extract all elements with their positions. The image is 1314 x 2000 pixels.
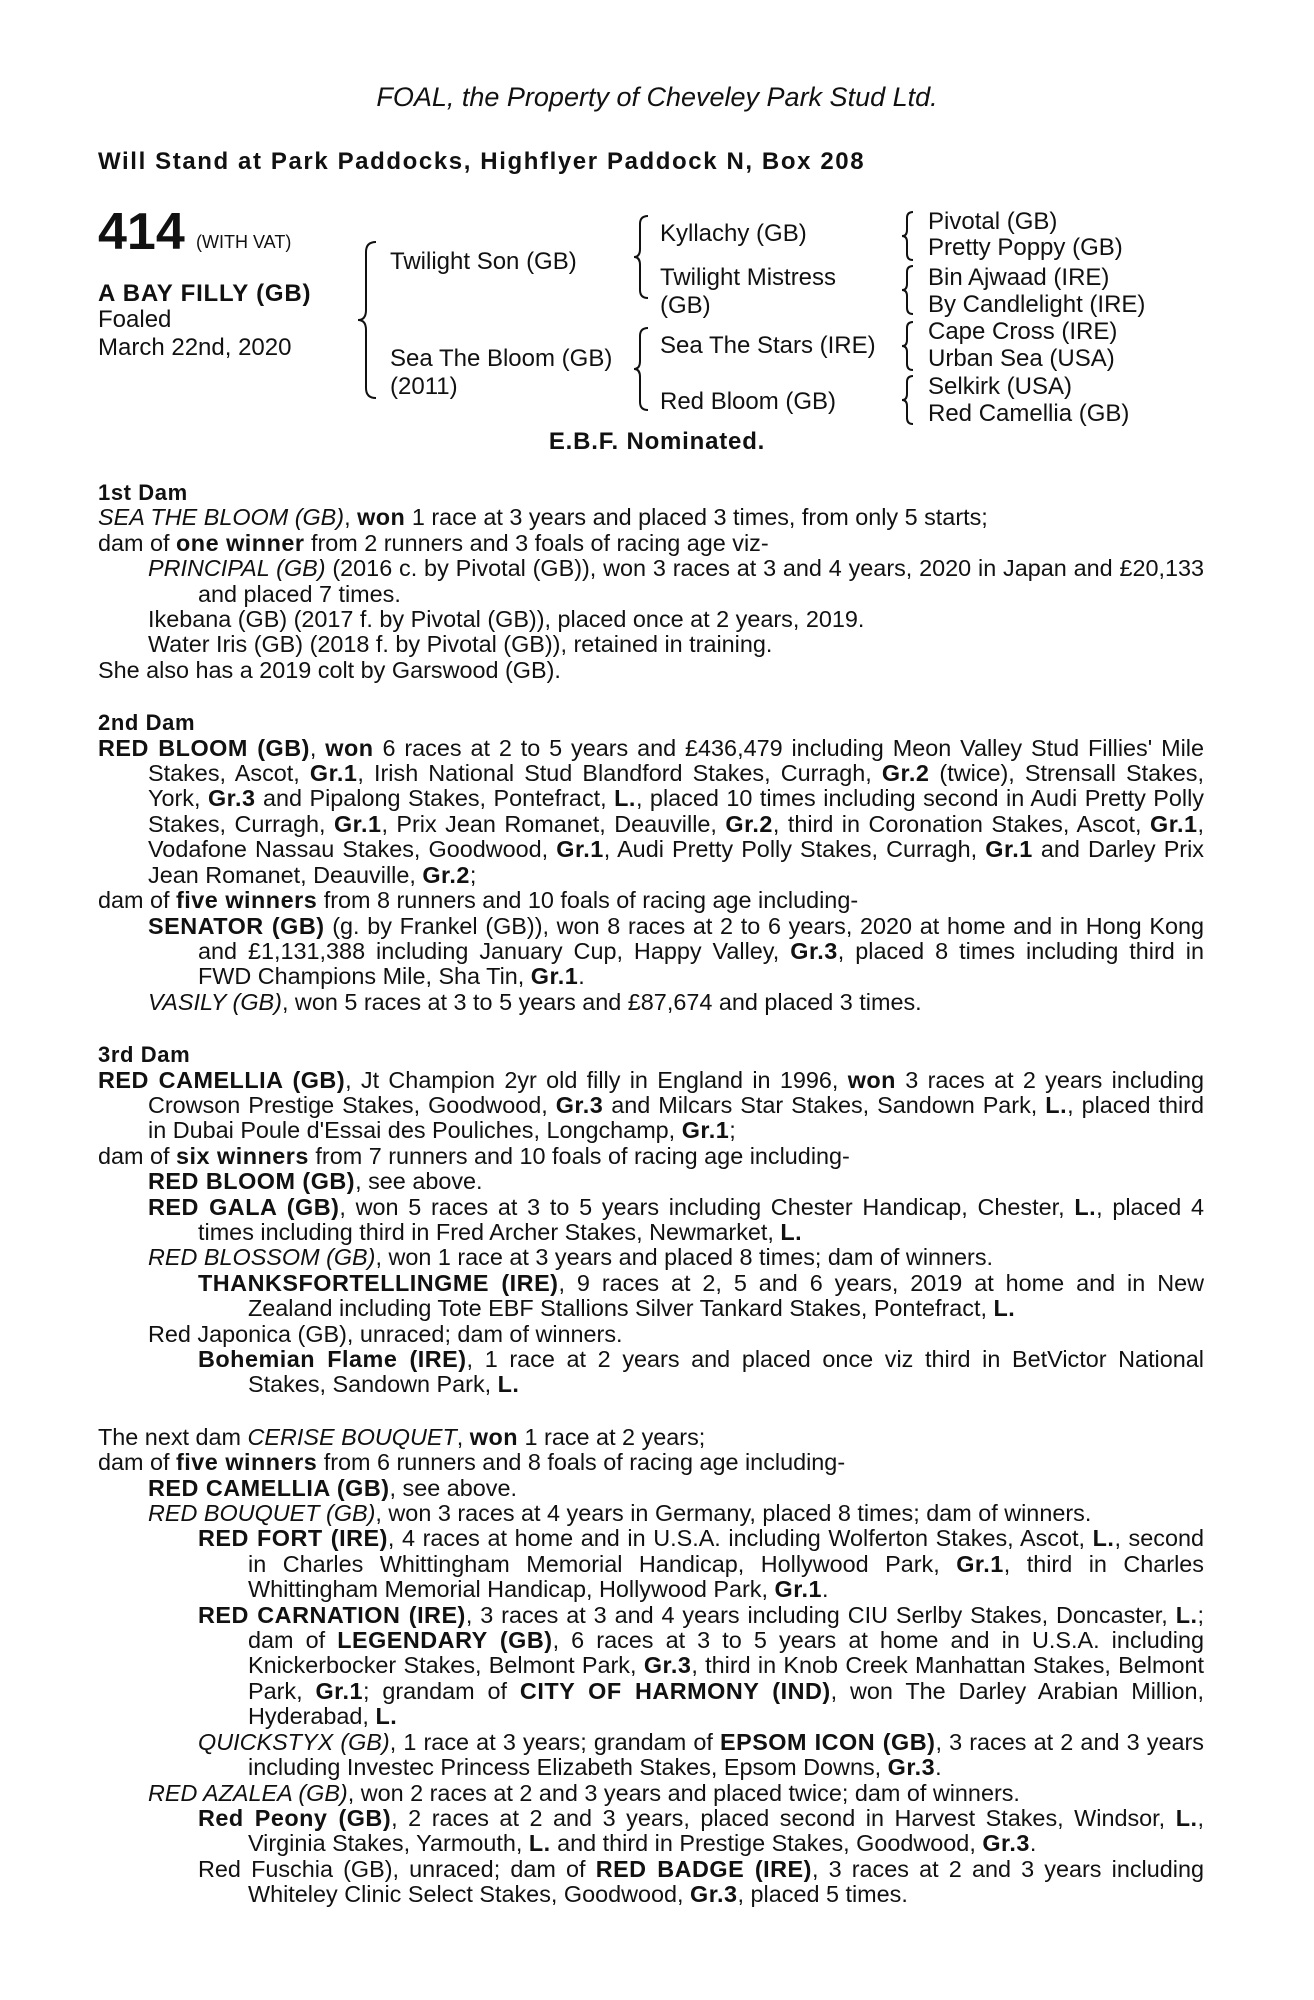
- text: ;: [729, 1117, 736, 1144]
- text: , won The Darley Arabian Million, Hyderabad,: [248, 1677, 1204, 1730]
- produce-entry: [98, 1526, 1204, 1602]
- grade: L.: [614, 785, 636, 812]
- produce-entry: [98, 1857, 1204, 1908]
- bold-text: one winner: [176, 529, 305, 556]
- grade: L.: [1175, 1804, 1198, 1831]
- pedigree-brace-sire: [632, 214, 652, 300]
- bold-text: won: [847, 1066, 896, 1093]
- produce-entry: [98, 1730, 1204, 1781]
- pedigree-brace-sd: [900, 264, 916, 316]
- bold-text: won: [325, 734, 374, 761]
- pedigree-sire-dam: [660, 264, 836, 320]
- consignor-title: FOAL, the Property of Cheveley Park Stud Ltd.: [376, 82, 938, 112]
- produce-note: She also has a 2019 colt by Garswood (GB).: [98, 656, 561, 683]
- grade: L.: [1045, 1091, 1068, 1118]
- grade: Gr.1: [309, 760, 358, 787]
- text: , placed 4 times including third in Fred Archer Stakes, Newmarket,: [198, 1193, 1205, 1245]
- bold-text: five winners: [176, 1449, 318, 1476]
- text: , won 2 races at 2 and 3 years and placed twice; dam of winners.: [347, 1779, 1020, 1806]
- next-dam-produce: [98, 1450, 1204, 1475]
- grade: Gr.3: [690, 1881, 738, 1908]
- text: , 4 races at home and in U.S.A. including Wolferton Stakes, Ascot,: [387, 1525, 1093, 1552]
- text: .: [822, 1576, 829, 1603]
- pedigree-dam-name: Sea The Bloom (GB): [390, 345, 613, 372]
- text: , 9 races at 2, 5 and 6 years, 2019 at home and in New Zealand including Tote EBF Stallions Silver Tankard Stakes, Pontefract,: [248, 1269, 1204, 1322]
- bold-text: won: [357, 504, 406, 531]
- bold-text: five winners: [176, 887, 318, 914]
- section-first-dam: 1st Dam: [98, 480, 188, 505]
- text: , placed 8 times including third in FWD Champions Mile, Sha Tin,: [198, 937, 1204, 990]
- grade: Gr.1: [315, 1677, 363, 1704]
- pedigree-gen3-8: Red Camellia (GB): [928, 400, 1130, 427]
- first-dam-line: [98, 505, 1204, 530]
- text: , placed third in Dubai Poule d'Essai des Pouliches, Longchamp,: [148, 1091, 1204, 1144]
- grade: Gr.1: [681, 1117, 730, 1144]
- pedigree-gen3-2: Pretty Poppy (GB): [928, 234, 1123, 261]
- text: and Pipalong Stakes, Pontefract,: [255, 785, 615, 812]
- grade: L.: [1092, 1525, 1115, 1552]
- horse-name-bold: SENATOR (GB): [148, 912, 325, 939]
- produce-entry: [98, 1501, 1204, 1526]
- text: ,: [309, 734, 326, 761]
- grade: Gr.1: [956, 1550, 1004, 1577]
- text: , won 3 races at 4 years in Germany, placed 8 times; dam of winners.: [375, 1500, 1092, 1527]
- pedigree-sire-sire: Kyllachy (GB): [660, 220, 807, 247]
- dam-name: CERISE BOUQUET: [247, 1423, 457, 1450]
- text: 3 races at 2 years including Crowson Prestige Stakes, Goodwood,: [148, 1066, 1205, 1118]
- pedigree-dam-sire: Sea The Stars (IRE): [660, 332, 876, 359]
- text: , won 5 races at 3 to 5 years including Chester Handicap, Chester,: [339, 1193, 1075, 1220]
- text: dam of: [98, 529, 177, 556]
- pedigree-gen3-3: Bin Ajwaad (IRE): [928, 264, 1110, 291]
- grade: Gr.2: [725, 810, 773, 837]
- grade: Gr.3: [887, 1754, 936, 1781]
- text: and Milcars Star Stakes, Sandown Park,: [603, 1091, 1046, 1118]
- grade: L.: [375, 1703, 398, 1730]
- horse-name-italic: PRINCIPAL (GB): [148, 555, 326, 582]
- text: 1 race at 3 years and placed 3 times, from only 5 starts;: [405, 504, 988, 531]
- grade: Gr.1: [1150, 810, 1198, 837]
- produce-entry: [98, 556, 1204, 607]
- vat-note: (WITH VAT): [196, 232, 292, 252]
- text: ;: [469, 861, 477, 888]
- horse-name-bold: RED CAMELLIA (GB): [148, 1474, 390, 1501]
- pedigree-brace-dam: [632, 326, 652, 412]
- grade: Gr.1: [333, 810, 382, 837]
- grade: Gr.3: [790, 937, 838, 964]
- pedigree-dam: [390, 345, 612, 401]
- horse-name-bold: EPSOM ICON (GB): [720, 1728, 936, 1755]
- produce-entry: [98, 1347, 1204, 1398]
- text: 1 race at 2 years;: [518, 1423, 706, 1450]
- grade: L.: [528, 1830, 551, 1857]
- pedigree-gen3-7: Selkirk (USA): [928, 373, 1073, 400]
- pedigree-brace-ss: [900, 210, 916, 262]
- text: , third in Charles Whittingham Memorial Handicap, Hollywood Park,: [248, 1550, 1204, 1603]
- lot-number: 414: [98, 203, 185, 261]
- bold-text: won: [469, 1423, 519, 1450]
- produce-entry: [98, 1603, 1204, 1730]
- text: ; dam of: [248, 1601, 1204, 1654]
- text: .: [578, 963, 585, 990]
- text: from 8 runners and 10 foals of racing age including-: [317, 887, 859, 914]
- text: , Vodafone Nassau Stakes, Goodwood,: [148, 810, 1205, 863]
- produce-entry: Water Iris (GB) (2018 f. by Pivotal (GB)), retained in training.: [148, 631, 773, 658]
- grade: Gr.1: [556, 836, 604, 863]
- dam-name: SEA THE BLOOM (GB): [98, 504, 345, 531]
- third-dam-record: [98, 1068, 1204, 1144]
- text: The next dam: [98, 1423, 248, 1450]
- produce-entry: [98, 1781, 1204, 1806]
- text: and third in Prestige Stakes, Goodwood,: [550, 1830, 983, 1857]
- text: ,: [456, 1423, 470, 1450]
- text: ,: [344, 504, 358, 531]
- text: , Jt Champion 2yr old filly in England in 1996,: [345, 1066, 848, 1093]
- next-dam-line: [98, 1425, 1204, 1450]
- produce-entry: [98, 914, 1204, 990]
- text: dam of: [98, 1142, 177, 1169]
- text: from 2 runners and 3 foals of racing age viz-: [304, 529, 769, 556]
- first-dam-produce: [98, 531, 1204, 556]
- grade: Gr.3: [207, 785, 256, 812]
- grade: L.: [993, 1295, 1016, 1322]
- text: , 1 race at 3 years; grandam of: [389, 1728, 720, 1755]
- produce-entry: Red Japonica (GB), unraced; dam of winners.: [148, 1320, 623, 1347]
- horse-name-italic: RED BLOSSOM (GB): [148, 1244, 376, 1271]
- grade: Gr.3: [643, 1652, 692, 1679]
- produce-entry: [98, 1245, 1204, 1270]
- horse-name-bold: CITY OF HARMONY (IND): [519, 1677, 831, 1704]
- spacer: [98, 683, 1204, 710]
- text: , Audi Pretty Polly Stakes, Curragh,: [603, 836, 986, 863]
- horse-name-bold: RED CARNATION (IRE): [198, 1601, 466, 1628]
- text: (g. by Frankel (GB)), won 8 races at 2 to 6 years, 2020 at home and in Hong Kong and £1,131,388 including January Cup, Happy Valley,: [198, 912, 1204, 964]
- text: ; grandam of: [362, 1677, 520, 1704]
- text: , 3 races at 2 and 3 years including Whiteley Clinic Select Stakes, Goodwood,: [248, 1855, 1204, 1908]
- text: , placed 10 times including second in Audi Pretty Polly Stakes, Curragh,: [148, 785, 1204, 837]
- second-dam-record: [98, 736, 1204, 888]
- text: , 1 race at 2 years and placed once viz third in BetVictor National Stakes, Sandown Park,: [248, 1346, 1204, 1398]
- text: , 3 races at 3 and 4 years including CIU Serlby Stakes, Doncaster,: [465, 1601, 1176, 1628]
- pedigree-sire-dam-line2: (GB): [660, 292, 711, 319]
- spacer: [98, 1015, 1204, 1042]
- pedigree-dam-dam: Red Bloom (GB): [660, 388, 837, 415]
- grade: L.: [780, 1218, 803, 1245]
- pedigree-sire-dam-line1: Twilight Mistress: [660, 264, 837, 291]
- grade: Gr.3: [555, 1091, 604, 1118]
- grade: L.: [1175, 1601, 1198, 1628]
- pedigree-gen3-5: Cape Cross (IRE): [928, 318, 1118, 345]
- pedigree-brace-main: [356, 240, 380, 400]
- produce-entry: Ikebana (GB) (2017 f. by Pivotal (GB)), placed once at 2 years, 2019.: [148, 606, 865, 633]
- bold-text: six winners: [176, 1142, 309, 1169]
- produce-entry: [98, 1476, 1204, 1501]
- produce-record: [98, 480, 1204, 1908]
- text: , third in Knob Creek Manhattan Stakes, Belmont Park,: [248, 1652, 1204, 1704]
- text: , see above.: [389, 1474, 517, 1501]
- text: , see above.: [355, 1168, 483, 1195]
- text: 6 races at 2 to 5 years and £436,479 including Meon Valley Stud Fillies' Mile Stakes, Ascot,: [148, 734, 1204, 787]
- horse-name-bold: RED BADGE (IRE): [595, 1855, 812, 1882]
- text: , second in Charles Whittingham Memorial Handicap, Hollywood Park,: [248, 1525, 1204, 1577]
- horse-name-italic: VASILY (GB): [148, 988, 282, 1015]
- section-second-dam: 2nd Dam: [98, 710, 196, 736]
- horse-name-italic: QUICKSTYX (GB): [198, 1728, 390, 1755]
- pedigree-gen3-1: Pivotal (GB): [928, 208, 1058, 235]
- foaled-info: [98, 306, 291, 362]
- dam-name: RED CAMELLIA (GB): [98, 1066, 346, 1093]
- grade: Gr.2: [422, 861, 470, 888]
- horse-name-bold: RED GALA (GB): [148, 1193, 340, 1220]
- horse-name-bold: LEGENDARY (GB): [337, 1627, 553, 1654]
- section-third-dam: 3rd Dam: [98, 1042, 191, 1068]
- grade: L.: [497, 1371, 520, 1398]
- horse-name-bold: RED FORT (IRE): [198, 1525, 388, 1552]
- foaled-label: Foaled: [98, 306, 172, 333]
- grade: Gr.1: [985, 836, 1033, 863]
- ebf-nomination: E.B.F. Nominated.: [548, 428, 766, 455]
- spacer: [98, 1398, 1204, 1425]
- pedigree-gen3-6: Urban Sea (USA): [928, 345, 1115, 372]
- grade: Gr.1: [530, 963, 579, 990]
- text: (2016 c. by Pivotal (GB)), won 3 races at 3 and 4 years, 2020 in Japan and £20,133 and placed 7 times.: [198, 555, 1205, 607]
- second-dam-produce: [98, 888, 1204, 913]
- text: , placed 5 times.: [737, 1881, 908, 1908]
- produce-entry: [98, 1169, 1204, 1194]
- text: from 7 runners and 10 foals of racing age including-: [308, 1142, 850, 1169]
- grade: Gr.2: [881, 760, 930, 787]
- text: (twice), Strensall Stakes, York,: [148, 760, 1204, 812]
- pedigree-brace-ds: [900, 320, 916, 372]
- text: Red Fuschia (GB), unraced; dam of: [198, 1855, 596, 1882]
- pedigree-dam-year: (2011): [390, 373, 458, 400]
- text: .: [1029, 1830, 1037, 1857]
- horse-name-bold: Bohemian Flame (IRE): [198, 1346, 467, 1372]
- text: , 6 races at 3 to 5 years at home and in U.S.A. including Knickerbocker Stakes, Belmont Park,: [248, 1627, 1204, 1679]
- text: , Irish National Stud Blandford Stakes, Curragh,: [357, 760, 882, 787]
- horse-name-italic: RED AZALEA (GB): [148, 1779, 348, 1806]
- grade: Gr.3: [982, 1830, 1030, 1857]
- pedigree-brace-dd: [900, 374, 916, 426]
- dam-name: RED BLOOM (GB): [98, 734, 310, 761]
- horse-name-bold: Red Peony (GB): [198, 1804, 392, 1831]
- pedigree-sire: Twilight Son (GB): [390, 248, 577, 275]
- text: , Virginia Stakes, Yarmouth,: [248, 1804, 1204, 1857]
- text: , Prix Jean Romanet, Deauville,: [381, 810, 726, 837]
- text: dam of: [98, 1449, 177, 1476]
- text: and Darley Prix Jean Romanet, Deauville,: [148, 836, 1204, 888]
- horse-name: A BAY FILLY (GB): [98, 280, 312, 307]
- text: dam of: [98, 887, 177, 914]
- text: .: [935, 1754, 942, 1781]
- text: , 2 races at 2 and 3 years, placed second in Harvest Stakes, Windsor,: [391, 1804, 1176, 1831]
- text: , won 1 race at 3 years and placed 8 times; dam of winners.: [375, 1244, 994, 1271]
- pedigree-gen3-4: By Candlelight (IRE): [928, 291, 1146, 318]
- produce-entry: [98, 990, 1204, 1015]
- text: , third in Coronation Stakes, Ascot,: [772, 810, 1150, 837]
- produce-entry: [98, 1806, 1204, 1857]
- grade: L.: [1074, 1193, 1097, 1220]
- horse-name-bold: THANKSFORTELLINGME (IRE): [198, 1269, 559, 1296]
- grade: Gr.1: [774, 1576, 823, 1603]
- text: from 6 runners and 8 foals of racing age including-: [317, 1449, 846, 1476]
- stabling-location: Will Stand at Park Paddocks, Highflyer Paddock N, Box 208: [98, 148, 866, 175]
- text: , won 5 races at 3 to 5 years and £87,674 and placed 3 times.: [281, 988, 922, 1015]
- produce-entry: [98, 1195, 1204, 1246]
- produce-entry: [98, 1271, 1204, 1322]
- text: , 3 races at 2 and 3 years including Investec Princess Elizabeth Stakes, Epsom Downs,: [248, 1728, 1204, 1781]
- third-dam-produce: [98, 1144, 1204, 1169]
- foaled-date: March 22nd, 2020: [98, 334, 292, 361]
- horse-name-italic: RED BOUQUET (GB): [148, 1500, 376, 1527]
- horse-name-bold: RED BLOOM (GB): [148, 1168, 356, 1195]
